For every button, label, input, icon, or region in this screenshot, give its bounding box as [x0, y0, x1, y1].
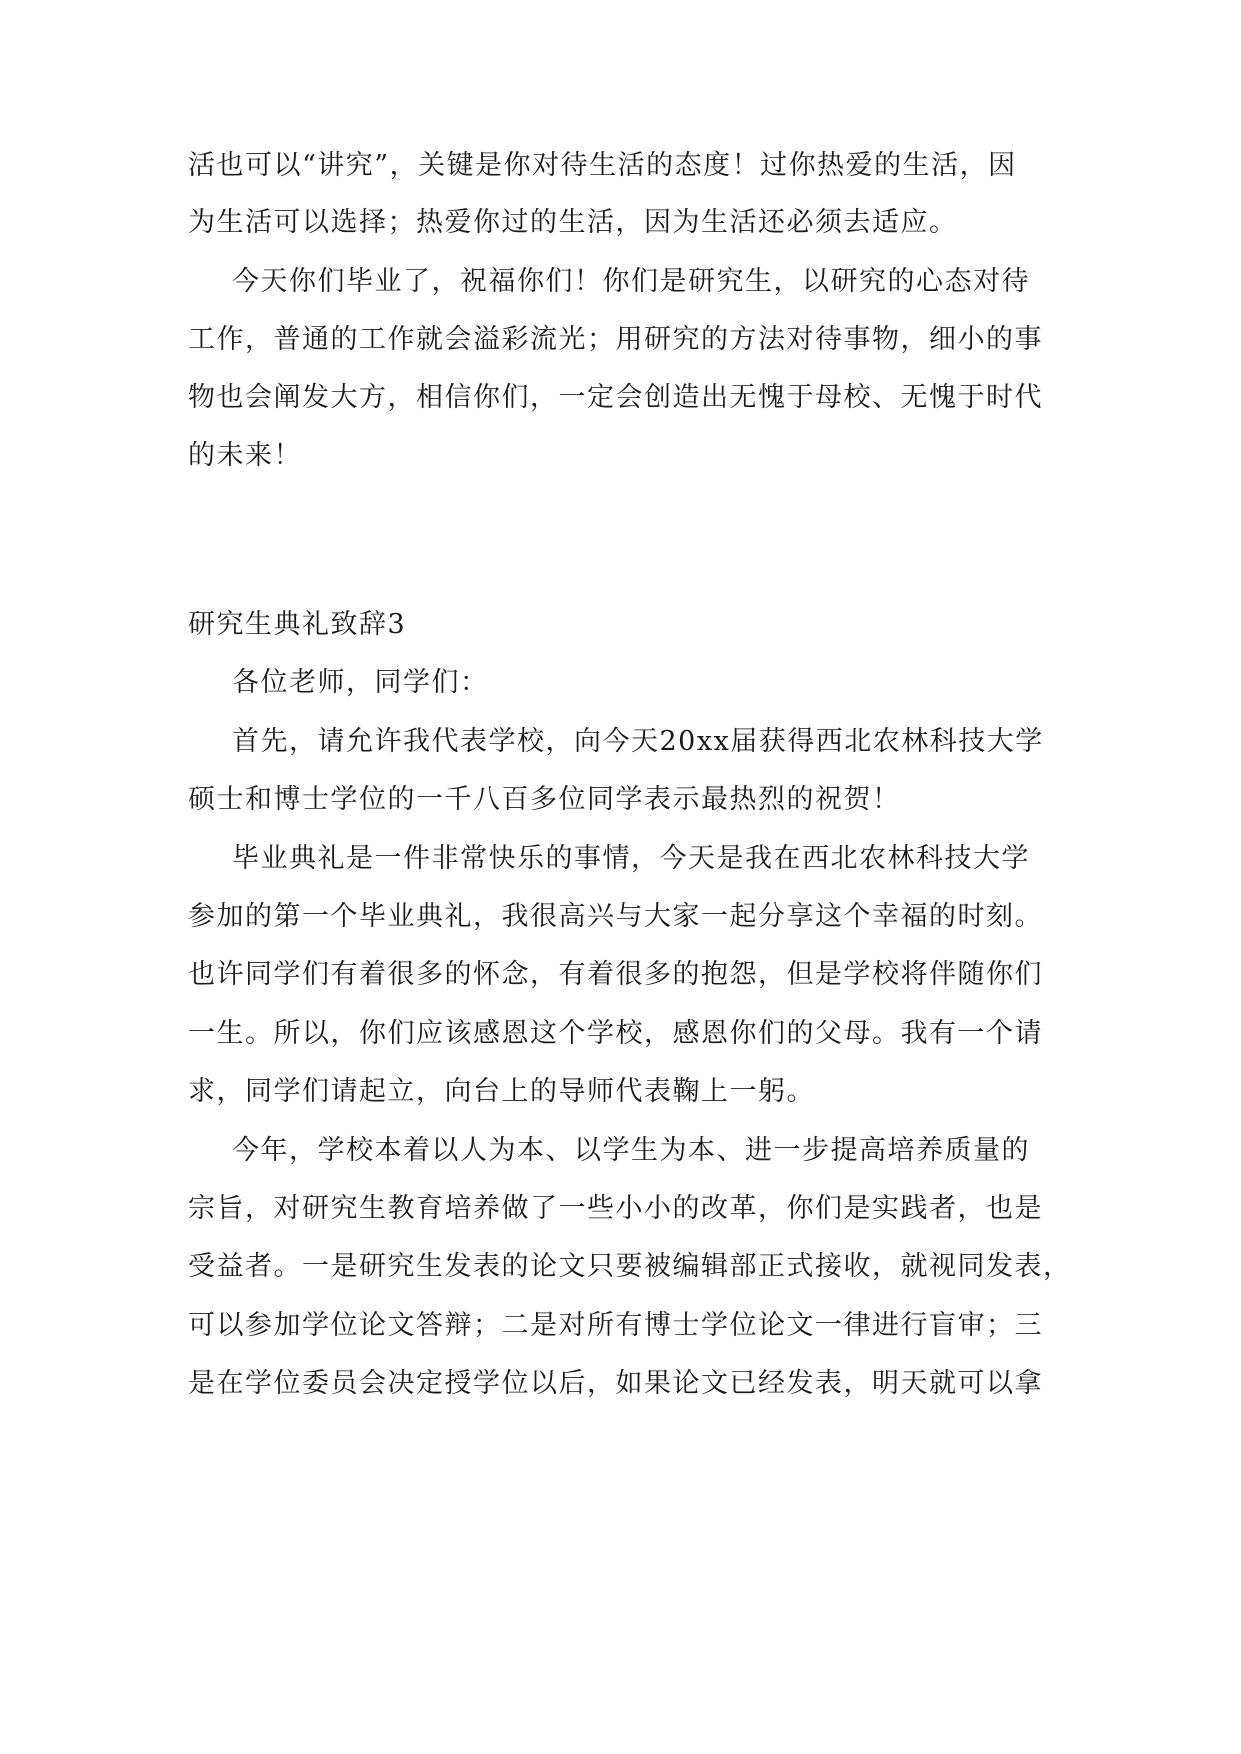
paragraph-line: 可以参加学位论文答辩；二是对所有博士学位论文一律进行盲审；三 [188, 1310, 1043, 1341]
paragraph-line: 活也可以“讲究”，关键是你对待生活的态度！过你热爱的生活，因 [188, 150, 1017, 181]
paragraph-line: 也许同学们有着很多的怀念，有着很多的抱怨，但是学校将伴随你们 [188, 959, 1043, 990]
paragraph-line: 宗旨，对研究生教育培养做了一些小小的改革，你们是实践者，也是 [188, 1193, 1043, 1224]
paragraph-line: 硕士和博士学位的一千八百多位同学表示最热烈的祝贺！ [188, 784, 901, 815]
paragraph-line: 参加的第一个毕业典礼，我很高兴与大家一起分享这个幸福的时刻。 [188, 901, 1043, 932]
paragraph-line: 物也会阐发大方，相信你们，一定会创造出无愧于母校、无愧于时代 [188, 382, 1043, 413]
paragraph-line: 为生活可以选择；热爱你过的生活，因为生活还必须去适应。 [188, 207, 958, 238]
paragraph-line: 受益者。一是研究生发表的论文只要被编辑部正式接收，就视同发表， [188, 1251, 1072, 1282]
paragraph-line: 首先，请允许我代表学校，向今天20xx届获得西北农林科技大学 [232, 726, 1044, 757]
section-heading: 研究生典礼致辞3 [188, 609, 407, 640]
paragraph-line: 是在学位委员会决定授学位以后，如果论文已经发表，明天就可以拿 [188, 1368, 1043, 1399]
salutation: 各位老师，同学们： [232, 667, 489, 698]
paragraph-line: 求，同学们请起立，向台上的导师代表鞠上一躬。 [188, 1076, 815, 1107]
paragraph-line: 工作，普通的工作就会溢彩流光；用研究的方法对待事物，细小的事 [188, 324, 1043, 355]
paragraph-line: 今天你们毕业了，祝福你们！你们是研究生，以研究的心态对待 [232, 266, 1030, 297]
paragraph-line: 的未来！ [188, 440, 302, 471]
paragraph-line: 今年，学校本着以人为本、以学生为本、进一步提高培养质量的 [232, 1135, 1030, 1166]
paragraph-line: 一生。所以，你们应该感恩这个学校，感恩你们的父母。我有一个请 [188, 1018, 1043, 1049]
paragraph-line: 毕业典礼是一件非常快乐的事情，今天是我在西北农林科技大学 [232, 843, 1030, 874]
